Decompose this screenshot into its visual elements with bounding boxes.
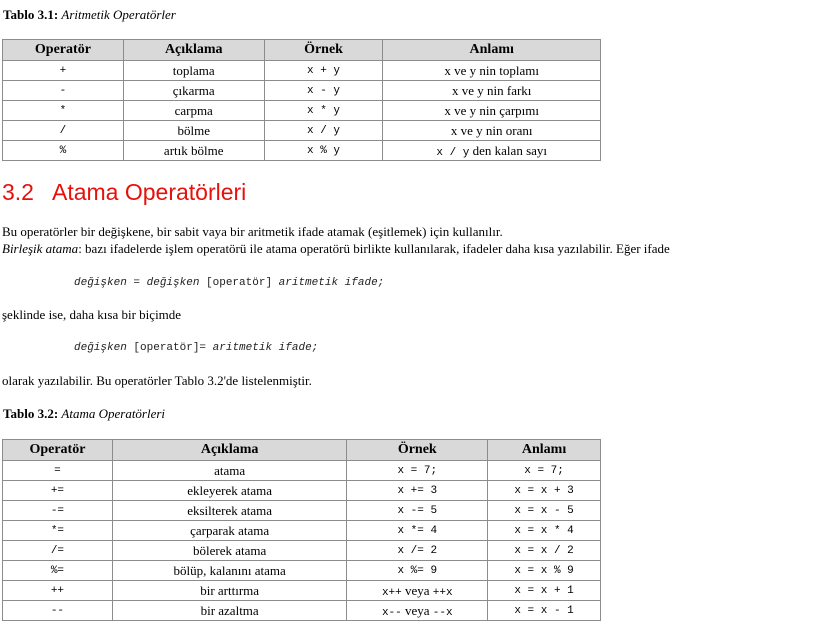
operator-cell: /= xyxy=(3,541,113,561)
table1-caption xyxy=(3,7,176,23)
example-part: ++x xyxy=(432,586,453,599)
description-cell: carpma xyxy=(123,101,264,121)
example-part: x++ xyxy=(381,586,402,599)
description-cell: artık bölme xyxy=(123,141,264,161)
example-cell: x *= 4 xyxy=(347,521,488,541)
description-cell: ekleyerek atama xyxy=(112,481,347,501)
operator-cell: = xyxy=(3,461,113,481)
operator-cell: += xyxy=(3,481,113,501)
operator-cell: + xyxy=(3,61,124,81)
operator-cell: -- xyxy=(3,601,113,621)
paragraph xyxy=(2,241,670,257)
column-header: Operatör xyxy=(3,40,124,61)
table2-caption-title: Atama Operatörleri xyxy=(61,406,166,421)
column-header: Örnek xyxy=(347,440,488,461)
code-part: aritmetik ifade; xyxy=(206,342,319,354)
column-header: Operatör xyxy=(3,440,113,461)
paragraph-text: : bazı ifadelerde işlem operatörü ile atama operatörü birlikte kullanılarak, ifadeler daha kısa yazılabilir. Eğer ifade xyxy=(78,241,670,256)
operator-cell: %= xyxy=(3,561,113,581)
operator-cell: ++ xyxy=(3,581,113,601)
example-cell: x * y xyxy=(264,101,383,121)
table-row xyxy=(3,81,601,101)
example-cell: x - y xyxy=(264,81,383,101)
table1-caption-label: Tablo 3.1: xyxy=(3,7,59,22)
description-cell: çarparak atama xyxy=(112,521,347,541)
example-cell: x -= 5 xyxy=(347,501,488,521)
paragraph: şeklinde ise, daha kısa bir biçimde xyxy=(2,307,182,322)
table-row xyxy=(3,501,601,521)
operator-cell: / xyxy=(3,121,124,141)
column-header: Anlamı xyxy=(488,440,601,461)
example-cell: x = 7; xyxy=(347,461,488,481)
table-row xyxy=(3,581,601,601)
paragraph: Bu operatörler bir değişkene, bir sabit vaya bir aritmetik ifade atamak (eşitlemek) için kullanılır. xyxy=(2,224,503,239)
code-part: [operatör]= xyxy=(133,342,207,354)
example-cell: x /= 2 xyxy=(347,541,488,561)
table-row xyxy=(3,541,601,561)
description-cell: bir azaltma xyxy=(112,601,347,621)
meaning-cell: x = 7; xyxy=(488,461,601,481)
description-cell: toplama xyxy=(123,61,264,81)
column-header: Açıklama xyxy=(112,440,347,461)
description-cell: bölerek atama xyxy=(112,541,347,561)
code-part: aritmetik ifade; xyxy=(272,277,385,289)
table-row xyxy=(3,101,601,121)
example-part: x-- xyxy=(381,606,402,619)
meaning-cell: x = x + 1 xyxy=(488,581,601,601)
example-part: --x xyxy=(432,606,453,619)
description-cell: eksilterek atama xyxy=(112,501,347,521)
code-part: değişken xyxy=(74,342,134,354)
example-cell: x + y xyxy=(264,61,383,81)
column-header: Açıklama xyxy=(123,40,264,61)
table-row xyxy=(3,561,601,581)
example-part: veya xyxy=(401,602,433,618)
assignment-operators-table xyxy=(2,439,601,621)
table-header-row xyxy=(3,40,601,61)
table-row xyxy=(3,521,601,541)
section-heading xyxy=(2,179,246,206)
description-cell: bölüp, kalanını atama xyxy=(112,561,347,581)
code-line xyxy=(74,342,318,354)
meaning-code: x / y xyxy=(436,146,470,159)
table-row xyxy=(3,121,601,141)
example-cell: x % y xyxy=(264,141,383,161)
meaning-text: den kalan sayı xyxy=(469,142,548,158)
meaning-cell: x ve y nin çarpımı xyxy=(383,101,601,121)
example-cell: x += 3 xyxy=(347,481,488,501)
code-part: [operatör] xyxy=(206,277,273,289)
meaning-cell: x ve y nin toplamı xyxy=(383,61,601,81)
term-italic: Birleşik atama xyxy=(2,241,79,256)
meaning-cell: x = x - 1 xyxy=(488,601,601,621)
meaning-cell: x ve y nin oranı xyxy=(383,121,601,141)
meaning-cell: x = x / 2 xyxy=(488,541,601,561)
table-header-row xyxy=(3,440,601,461)
table2-caption-label: Tablo 3.2: xyxy=(3,406,59,421)
table-row xyxy=(3,481,601,501)
table-row xyxy=(3,461,601,481)
example-cell: x / y xyxy=(264,121,383,141)
section-title: Atama Operatörleri xyxy=(51,179,247,205)
table1-caption-title: Aritmetik Operatörler xyxy=(61,7,176,22)
operator-cell: - xyxy=(3,81,124,101)
description-cell: atama xyxy=(112,461,347,481)
example-cell: x %= 9 xyxy=(347,561,488,581)
section-number: 3.2 xyxy=(2,179,34,205)
meaning-cell: x = x * 4 xyxy=(488,521,601,541)
operator-cell: *= xyxy=(3,521,113,541)
operator-cell: -= xyxy=(3,501,113,521)
code-line xyxy=(74,277,384,289)
column-header: Anlamı xyxy=(383,40,601,61)
example-part: veya xyxy=(401,582,433,598)
table-row xyxy=(3,141,601,161)
description-cell: bir arttırma xyxy=(112,581,347,601)
paragraph: olarak yazılabilir. Bu operatörler Tablo 3.2'de listelenmiştir. xyxy=(2,373,312,388)
table-row xyxy=(3,601,601,621)
table2-caption xyxy=(3,406,165,422)
table-row xyxy=(3,61,601,81)
meaning-cell: x = x % 9 xyxy=(488,561,601,581)
arithmetic-operators-table xyxy=(2,39,601,161)
meaning-cell xyxy=(383,141,601,161)
code-part: değişken = değişken xyxy=(74,277,207,289)
column-header: Örnek xyxy=(264,40,383,61)
meaning-cell: x ve y nin farkı xyxy=(383,81,601,101)
description-cell: çıkarma xyxy=(123,81,264,101)
description-cell: bölme xyxy=(123,121,264,141)
example-cell xyxy=(347,581,488,601)
operator-cell: % xyxy=(3,141,124,161)
operator-cell: * xyxy=(3,101,124,121)
example-cell xyxy=(347,601,488,621)
meaning-cell: x = x + 3 xyxy=(488,481,601,501)
meaning-cell: x = x - 5 xyxy=(488,501,601,521)
